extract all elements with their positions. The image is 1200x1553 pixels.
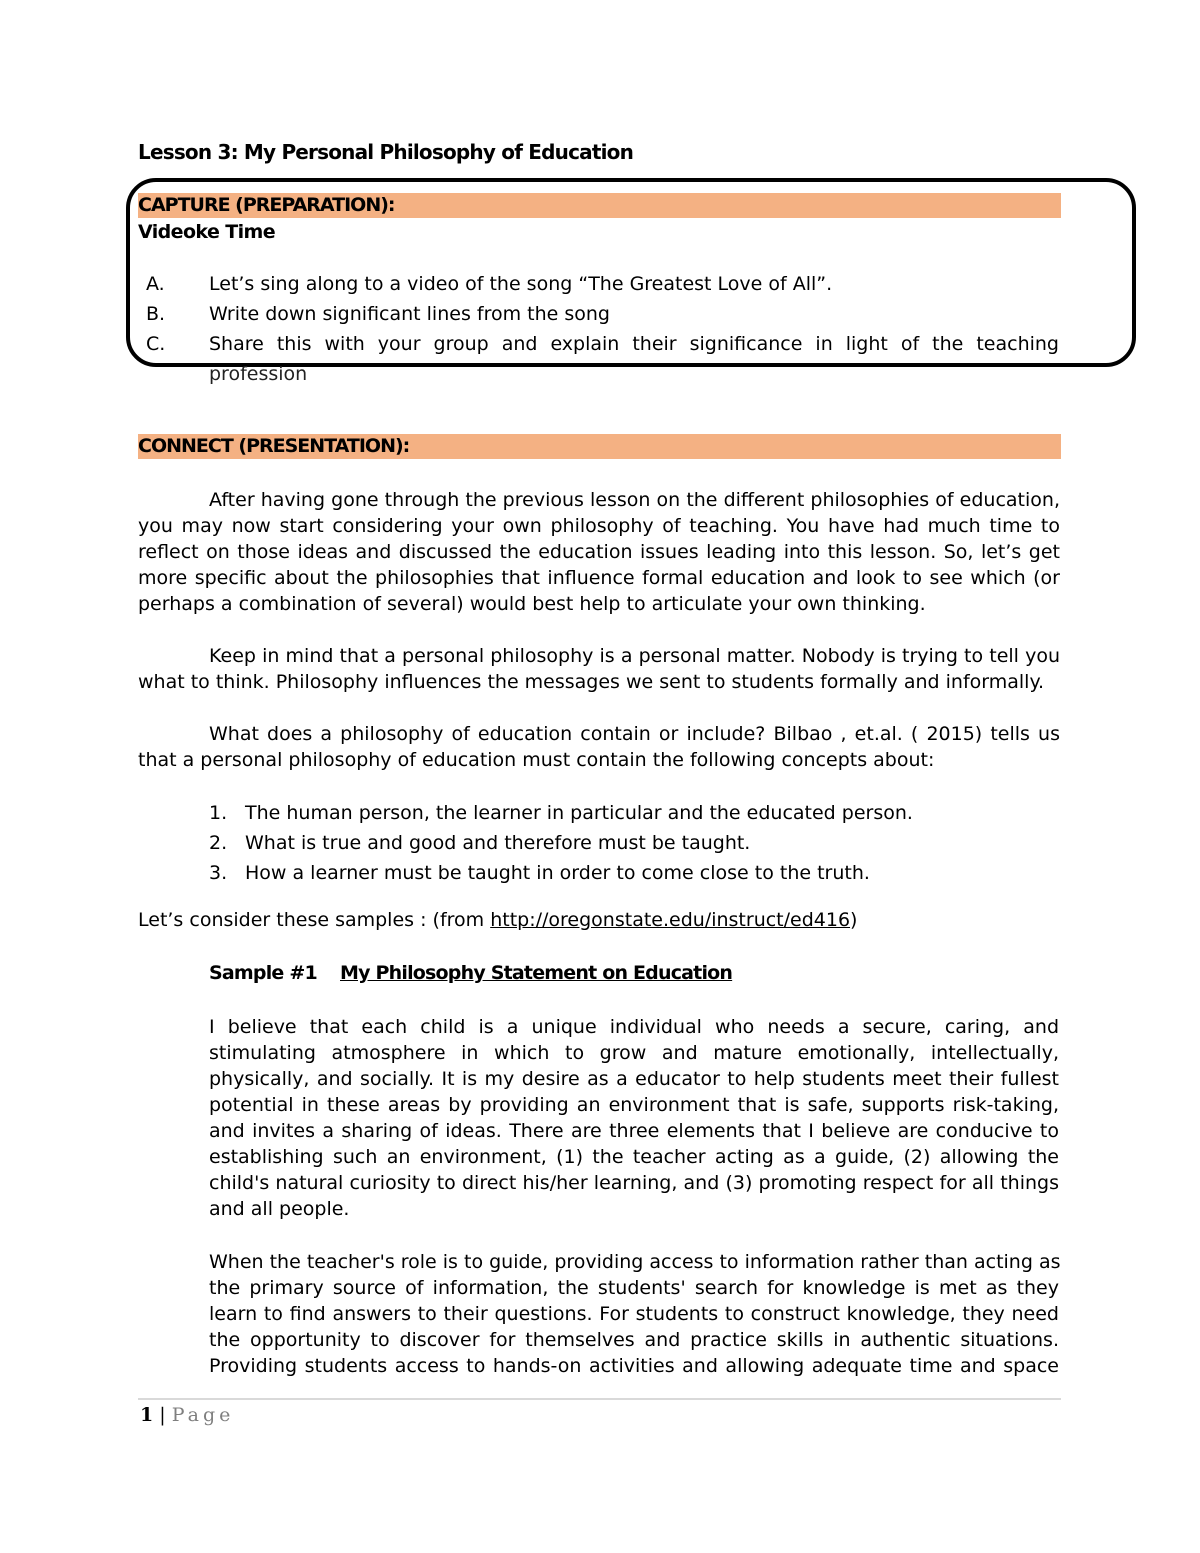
- concept-text: The human person, the learner in particular and the educated person.: [245, 802, 913, 824]
- paragraph-line: physically, and socially. It is my desire as a educator to help students meet their fullest: [209, 1068, 1059, 1090]
- capture-item-continuation: profession: [209, 363, 308, 385]
- capture-item-text: Write down significant lines from the song: [209, 303, 610, 325]
- sample-title: My Philosophy Statement on Education: [340, 962, 733, 984]
- source-link[interactable]: http://oregonstate.edu/instruct/ed416: [490, 909, 851, 931]
- paragraph-line: more specific about the philosophies that influence formal education and look to see which (or: [138, 567, 1060, 589]
- paragraph-line: I believe that each child is a unique individual who needs a secure, caring, and: [209, 1016, 1059, 1038]
- paragraph-line: the primary source of information, the students' search for knowledge is met as they: [209, 1277, 1059, 1299]
- paragraph-line: After having gone through the previous lesson on the different philosophies of education,: [209, 489, 1060, 511]
- paragraph-line: and all people.: [209, 1198, 350, 1220]
- paragraph-line: you may now start considering your own philosophy of teaching. You have had much time to: [138, 515, 1060, 537]
- capture-heading: CAPTURE (PREPARATION):: [138, 193, 1061, 218]
- page-word: Page: [171, 1404, 235, 1426]
- capture-item-marker: A.: [146, 273, 165, 295]
- connect-heading: CONNECT (PRESENTATION):: [138, 434, 1061, 459]
- page-number: 1: [140, 1404, 154, 1426]
- sample-label: Sample #1: [209, 962, 317, 984]
- footer-divider: [138, 1398, 1061, 1400]
- capture-item-text: Let’s sing along to a video of the song “The Greatest Love of All”.: [209, 273, 833, 295]
- sample-paragraph-2: [209, 1249, 1059, 1379]
- lesson-title: Lesson 3: My Personal Philosophy of Education: [138, 140, 634, 164]
- capture-subheading: Videoke Time: [138, 221, 276, 243]
- concept-marker: 1.: [209, 802, 228, 824]
- concept-text: How a learner must be taught in order to come close to the truth.: [245, 862, 870, 884]
- page-footer: [140, 1404, 234, 1426]
- paragraph-line: When the teacher's role is to guide, providing access to information rather than acting as: [209, 1251, 1061, 1273]
- concept-marker: 2.: [209, 832, 228, 854]
- paragraph-line: What does a philosophy of education contain or include? Bilbao , et.al. ( 2015) tells us: [209, 723, 1060, 745]
- paragraph-line: that a personal philosophy of education must contain the following concepts about:: [138, 749, 935, 771]
- capture-item-marker: B.: [146, 303, 166, 325]
- paragraph-line: Providing students access to hands-on activities and allowing adequate time and space: [209, 1355, 1059, 1377]
- samples-intro-prefix: Let’s consider these samples : (from: [138, 909, 491, 931]
- concept-text: What is true and good and therefore must be taught.: [245, 832, 751, 854]
- paragraph-line: potential in these areas by providing an environment that is safe, supports risk-taking,: [209, 1094, 1059, 1116]
- connect-paragraph-3: [138, 721, 1060, 773]
- samples-intro-suffix: ): [850, 909, 858, 931]
- paragraph-line: perhaps a combination of several) would best help to articulate your own thinking.: [138, 593, 926, 615]
- paragraph-line: learn to find answers to their questions. For students to construct knowledge, they need: [209, 1303, 1059, 1325]
- capture-item-text: Share this with your group and explain their significance in light of the teaching: [209, 333, 1059, 355]
- paragraph-line: reflect on those ideas and discussed the education issues leading into this lesson. So, let’s get: [138, 541, 1060, 563]
- paragraph-line: Keep in mind that a personal philosophy is a personal matter. Nobody is trying to tell you: [209, 645, 1060, 667]
- samples-intro: [138, 909, 857, 931]
- paragraph-line: establishing such an environment, (1) the teacher acting as a guide, (2) allowing the: [209, 1146, 1059, 1168]
- concept-marker: 3.: [209, 862, 228, 884]
- capture-item-marker: C.: [146, 333, 166, 355]
- paragraph-line: stimulating atmosphere in which to grow and mature emotionally, intellectually,: [209, 1042, 1059, 1064]
- connect-paragraph-1: [138, 487, 1060, 617]
- paragraph-line: what to think. Philosophy influences the messages we sent to students formally and informally.: [138, 671, 1045, 693]
- paragraph-line: and invites a sharing of ideas. There are three elements that I believe are conducive to: [209, 1120, 1059, 1142]
- connect-paragraph-2: [138, 643, 1060, 695]
- paragraph-line: the opportunity to discover for themselves and practice skills in authentic situations.: [209, 1329, 1059, 1351]
- footer-separator: |: [159, 1404, 166, 1426]
- sample-paragraph-1: [209, 1014, 1059, 1222]
- paragraph-line: child's natural curiosity to direct his/her learning, and (3) promoting respect for all things: [209, 1172, 1059, 1194]
